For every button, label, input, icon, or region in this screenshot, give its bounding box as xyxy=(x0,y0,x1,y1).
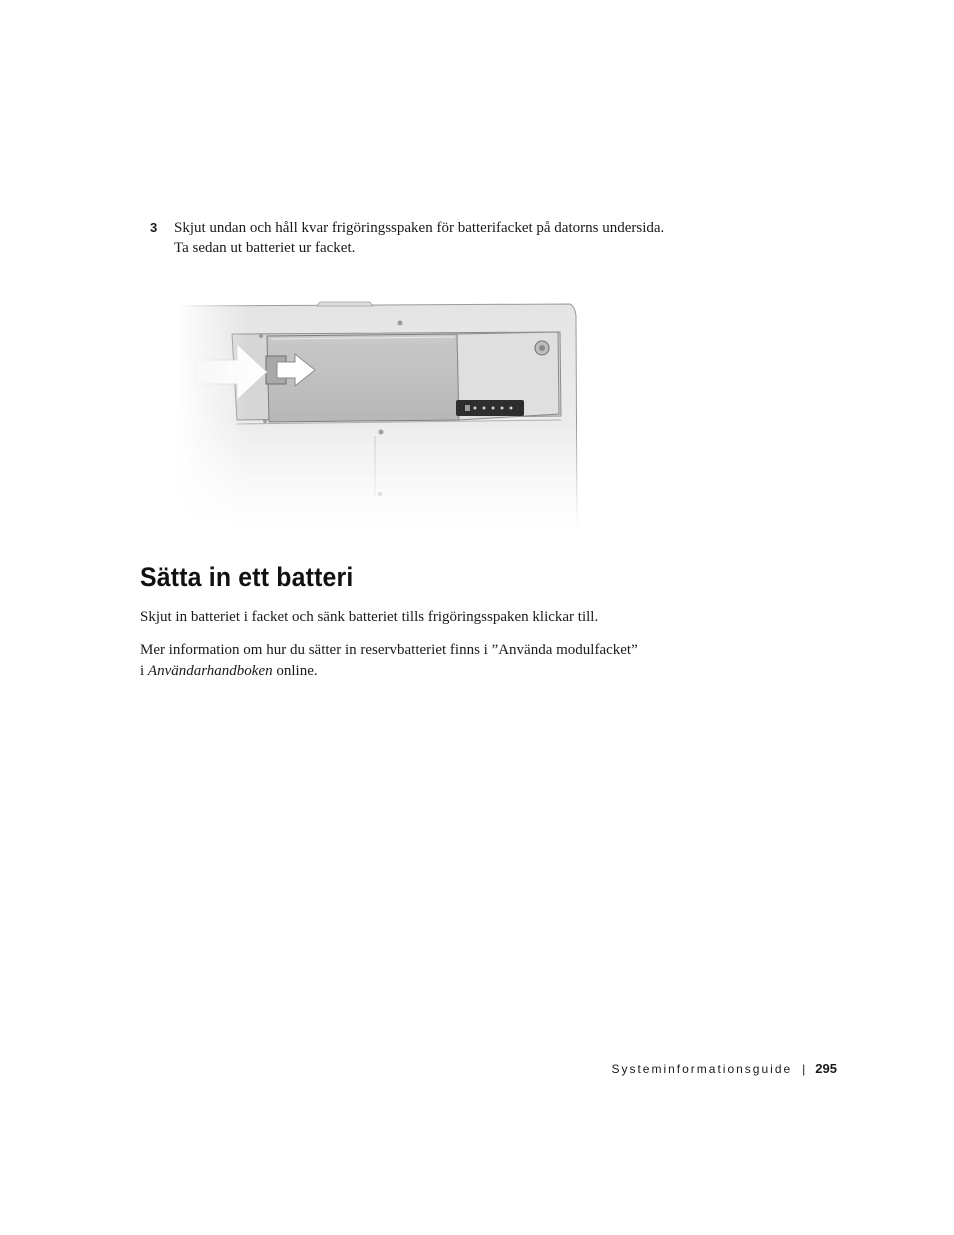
paragraph-2-suffix: online. xyxy=(272,663,318,679)
page-number: 295 xyxy=(815,1061,837,1076)
page-footer xyxy=(0,1061,837,1076)
paragraph-2 xyxy=(140,640,700,682)
footer-title: Systeminformationsguide xyxy=(611,1062,793,1076)
footer-separator: | xyxy=(802,1062,806,1076)
step-number: 3 xyxy=(150,220,158,235)
manual-title: Användarhandboken xyxy=(147,663,273,679)
step-text-line-2: Ta sedan ut batteriet ur facket. xyxy=(174,240,356,256)
battery-bay-illustration xyxy=(175,296,585,528)
step-text xyxy=(174,218,744,258)
section-heading: Sätta in ett batteri xyxy=(140,562,354,592)
paragraph-1: Skjut in batteriet i facket och sänk batteriet tills frigöringsspaken klickar till. xyxy=(140,609,599,625)
paragraph-2-prefix: i xyxy=(140,663,148,679)
paragraph-2-line-1: Mer information om hur du sätter in reservbatteriet finns i ”Använda modulfacket” xyxy=(140,642,638,658)
step-text-line-1: Skjut undan och håll kvar frigöringsspaken för batterifacket på datorns undersida. xyxy=(174,220,665,236)
